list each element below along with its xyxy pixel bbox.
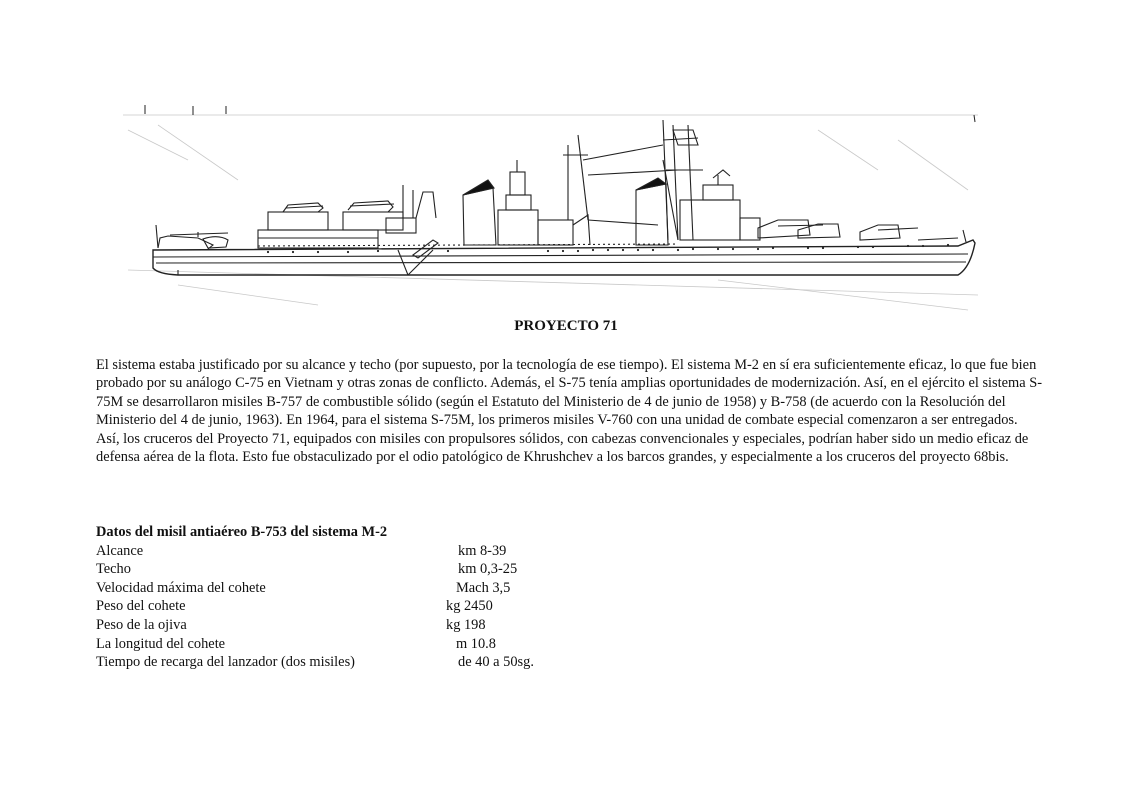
spec-row [96, 616, 696, 635]
body-text [96, 356, 1046, 466]
spec-row [96, 542, 696, 561]
spec-label: Tiempo de recarga del lanzador (dos misiles) [96, 654, 355, 671]
spec-value: de 40 a 50sg. [458, 654, 534, 671]
figure-caption: PROYECTO 71 [514, 318, 618, 334]
specs-title: Datos del misil antiaéreo B-753 del sistema M-2 [96, 524, 388, 540]
spec-row [96, 653, 696, 672]
missile-specs [96, 523, 696, 672]
spec-value: km 8-39 [458, 542, 507, 559]
paragraph: El sistema estaba justificado por su alcance y techo (por supuesto, por la tecnología de ese tiempo). El sistema M-2 en sí era suficientemente eficaz, lo que fue bien probado por su análogo C-75 en Vietnam y otras zonas de conflicto. Además, el S-75 tenía amplias oportunidades de modernización. Así, en el ejército el sistema S-75M se desarrollaron misiles B-757 de combustible sólido (según el Estatuto del Ministerio de 4 de junio de 1958) y B-758 (de acuerdo con la Resolución del Ministerio del 4 de junio, 1963). En 1964, para el sistema S-75M, los primeros misiles V-760 con una unidad de combate especial comenzaron a ser entregados. [96, 357, 1043, 429]
spec-label: Techo [96, 561, 131, 578]
spec-row [96, 635, 696, 654]
spec-value: Mach 3,5 [456, 579, 511, 596]
spec-label: La longitud del cohete [96, 635, 226, 652]
spec-row [96, 560, 696, 579]
spec-row [96, 579, 696, 598]
spec-value: kg 2450 [446, 598, 493, 615]
ship-profile-drawing [118, 100, 988, 320]
spec-value: m 10.8 [456, 635, 496, 652]
spec-label: Alcance [96, 542, 144, 559]
spec-row [96, 597, 696, 616]
spec-label: Peso de la ojiva [96, 616, 187, 633]
spec-value: km 0,3-25 [458, 561, 518, 578]
spec-value: kg 198 [446, 616, 486, 633]
spec-label: Peso del cohete [96, 598, 186, 615]
paragraph: Así, los cruceros del Proyecto 71, equipados con misiles con propulsores sólidos, con cabezas convencionales y especiales, podrían haber sido un medio eficaz de defensa aérea de la flota. Esto fue obstaculizado por el odio patológico de Khrushchev a los barcos grandes, y especialmente a los cruceros del proyecto 68bis. [96, 430, 1029, 466]
spec-label: Velocidad máxima del cohete [96, 579, 266, 596]
